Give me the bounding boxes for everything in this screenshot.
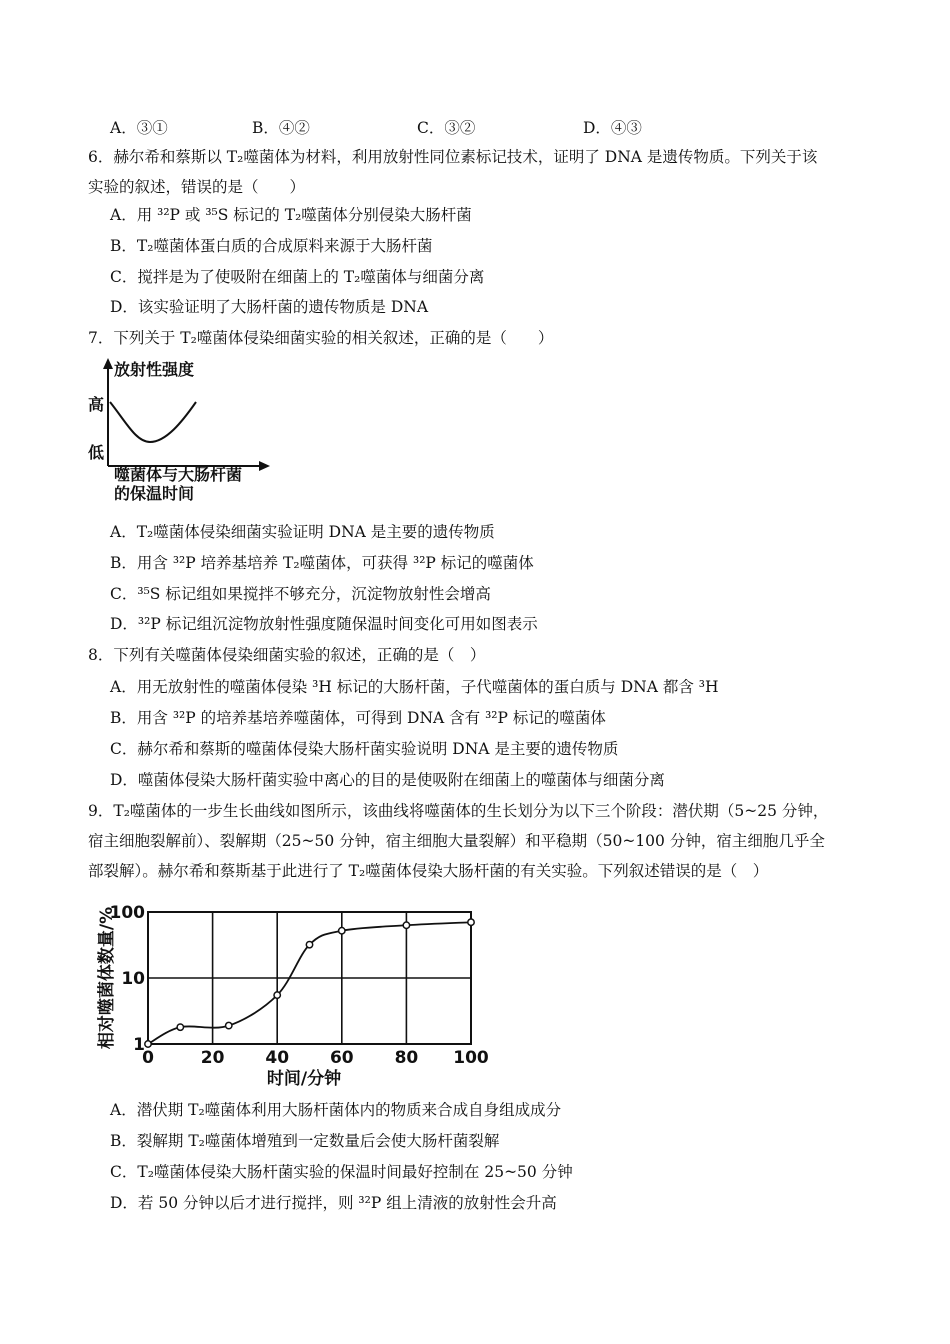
- x-tick-label: 0: [142, 1048, 154, 1068]
- q6-stem-line1: 6．赫尔希和蔡斯以 T₂噬菌体为材料，利用放射性同位素标记技术，证明了 DNA 是遗传物质。下列关于该: [88, 148, 818, 166]
- q7-stem: 7．下列关于 T₂噬菌体侵染细菌实验的相关叙述，正确的是（ ）: [88, 329, 554, 347]
- y-tick-label: 100: [109, 903, 145, 923]
- q7-curve: [110, 402, 196, 442]
- q5-option-d[interactable]: D．④③: [583, 119, 642, 137]
- x-tick-label: 100: [453, 1048, 489, 1068]
- q9-option-b[interactable]: B．裂解期 T₂噬菌体增殖到一定数量后会使大肠杆菌裂解: [110, 1132, 500, 1150]
- data-point: [339, 928, 345, 934]
- y-tick-label: 10: [121, 969, 145, 989]
- q6-option-b[interactable]: B．T₂噬菌体蛋白质的合成原料来源于大肠杆菌: [110, 237, 433, 255]
- x-tick-label: 80: [394, 1048, 419, 1068]
- q6-option-c[interactable]: C．搅拌是为了使吸附在细菌上的 T₂噬菌体与细菌分离: [110, 268, 485, 286]
- q8-stem: 8．下列有关噬菌体侵染细菌实验的叙述，正确的是（ ）: [88, 646, 486, 664]
- data-point: [403, 922, 409, 928]
- q7-option-a[interactable]: A．T₂噬菌体侵染细菌实验证明 DNA 是主要的遗传物质: [110, 523, 495, 541]
- q6-option-a[interactable]: A．用 ³²P 或 ³⁵S 标记的 T₂噬菌体分别侵染大肠杆菌: [110, 206, 472, 224]
- q7-xlabel-line2: 的保温时间: [114, 484, 195, 503]
- q9-growth-chart: [90, 898, 500, 1090]
- q9-chart-xlabel: 时间/分钟: [266, 1069, 342, 1089]
- q6-option-d[interactable]: D．该实验证明了大肠杆菌的遗传物质是 DNA: [110, 298, 429, 316]
- q7-x-arrow: [259, 461, 270, 471]
- q5-option-b[interactable]: B．④②: [252, 119, 310, 137]
- q9-option-c[interactable]: C．T₂噬菌体侵染大肠杆菌实验的保温时间最好控制在 25~50 分钟: [110, 1163, 573, 1181]
- q9-chart-ylabel: 相对噬菌体数量/%: [97, 906, 117, 1050]
- q9-stem-line3: 部裂解）。赫尔希和蔡斯基于此进行了 T₂噬菌体侵染大肠杆菌的有关实验。下列叙述错误的是（ ）: [88, 862, 769, 880]
- q7-high-label: 高: [88, 395, 105, 414]
- data-point: [306, 941, 312, 947]
- q9-chart-series: [145, 919, 474, 1047]
- q8-option-d[interactable]: D．噬菌体侵染大肠杆菌实验中离心的目的是使吸附在细菌上的噬菌体与细菌分离: [110, 771, 665, 789]
- q5-options: [110, 116, 710, 136]
- q7-y-arrow: [103, 358, 113, 369]
- q9-stem-line1: 9．T₂噬菌体的一步生长曲线如图所示，该曲线将噬菌体的生长划分为以下三个阶段：潜伏期（5~25 分钟，: [88, 802, 829, 820]
- x-tick-label: 60: [329, 1048, 354, 1068]
- data-point: [468, 919, 474, 925]
- q7-low-label: 低: [88, 443, 105, 462]
- q7-ylabel: 放射性强度: [114, 360, 195, 379]
- x-tick-label: 40: [265, 1048, 290, 1068]
- data-point: [274, 992, 280, 998]
- q7-option-c[interactable]: C．³⁵S 标记组如果搅拌不够充分，沉淀物放射性会增高: [110, 585, 491, 603]
- data-point: [145, 1041, 151, 1047]
- q8-option-c[interactable]: C．赫尔希和蔡斯的噬菌体侵染大肠杆菌实验说明 DNA 是主要的遗传物质: [110, 740, 619, 758]
- q7-option-b[interactable]: B．用含 ³²P 培养基培养 T₂噬菌体，可获得 ³²P 标记的噬菌体: [110, 554, 534, 572]
- q6-stem-line2: 实验的叙述，错误的是（ ）: [88, 178, 306, 196]
- q7-figure: [84, 356, 284, 506]
- growth-curve: [148, 922, 471, 1044]
- q9-stem-line2: 宿主细胞裂解前）、裂解期（25~50 分钟，宿主细胞大量裂解）和平稳期（50~100 分钟，宿主细胞几乎全: [88, 832, 825, 850]
- q7-option-d[interactable]: D．³²P 标记组沉淀物放射性强度随保温时间变化可用如图表示: [110, 615, 538, 633]
- q7-xlabel-line1: 噬菌体与大肠杆菌: [114, 465, 243, 484]
- q9-chart-grid: [148, 912, 471, 1044]
- x-tick-label: 20: [200, 1048, 225, 1068]
- q5-option-c[interactable]: C．③②: [417, 119, 476, 137]
- data-point: [177, 1024, 183, 1030]
- q9-option-a[interactable]: A．潜伏期 T₂噬菌体利用大肠杆菌体内的物质来合成自身组成成分: [110, 1101, 562, 1119]
- q8-option-a[interactable]: A．用无放射性的噬菌体侵染 ³H 标记的大肠杆菌，子代噬菌体的蛋白质与 DNA 都含 ³H: [110, 678, 719, 696]
- data-point: [226, 1022, 232, 1028]
- q9-option-d[interactable]: D．若 50 分钟以后才进行搅拌，则 ³²P 组上清液的放射性会升高: [110, 1194, 557, 1212]
- y-tick-label: 1: [133, 1035, 145, 1055]
- q5-option-a[interactable]: A．③①: [110, 119, 168, 137]
- q8-option-b[interactable]: B．用含 ³²P 的培养基培养噬菌体，可得到 DNA 含有 ³²P 标记的噬菌体: [110, 709, 606, 727]
